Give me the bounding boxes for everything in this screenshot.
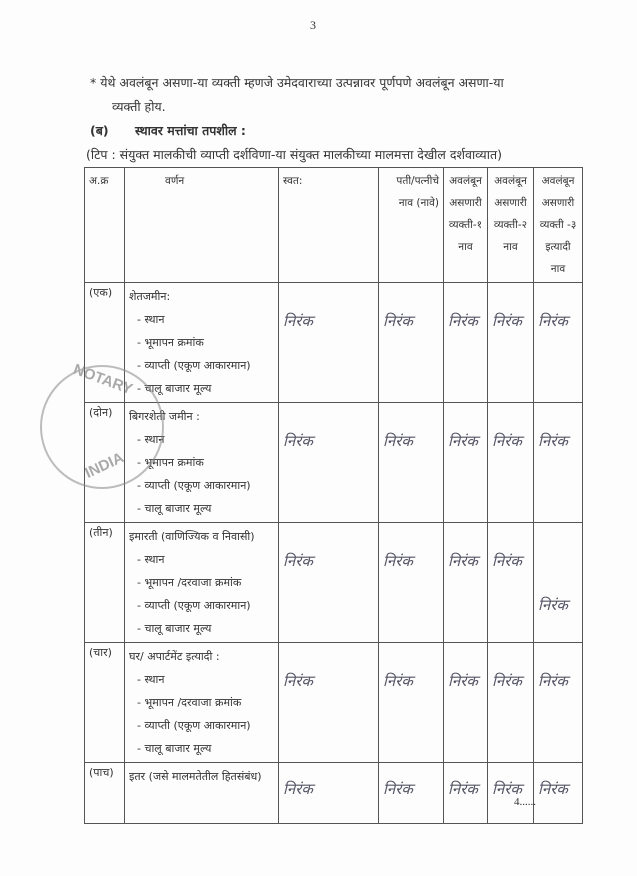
value-cell bbox=[279, 283, 379, 403]
value-cell bbox=[379, 763, 444, 824]
item-sub: - व्याप्ती (एकूण आकारमान) bbox=[137, 599, 251, 612]
handwritten-value: निरंक bbox=[538, 312, 568, 330]
handwritten-value: निरंक bbox=[538, 780, 568, 798]
header-cell: पती/पत्नीचे नाव (नावे) bbox=[379, 168, 444, 283]
value-cell bbox=[444, 403, 488, 523]
value-cell bbox=[279, 523, 379, 643]
handwritten-value: निरंक bbox=[448, 672, 478, 690]
item-sub: - चालू बाजार मूल्य bbox=[137, 742, 212, 755]
value-cell bbox=[279, 643, 379, 763]
value-cell bbox=[534, 763, 583, 824]
value-cell bbox=[488, 283, 534, 403]
value-cell bbox=[534, 643, 583, 763]
handwritten-value: निरंक bbox=[492, 780, 522, 798]
header-cell: अ.क्र bbox=[85, 168, 125, 283]
value-cell bbox=[488, 403, 534, 523]
row-number: (एक) bbox=[85, 283, 125, 403]
handwritten-value: निरंक bbox=[448, 312, 478, 330]
item-sub: - भूमापन /दरवाजा क्रमांक bbox=[137, 576, 242, 589]
row-number: (चार) bbox=[85, 643, 125, 763]
item-title: इतर (जसे मालमतेतील हितसंबंध) bbox=[129, 770, 262, 783]
row-number: (तीन) bbox=[85, 523, 125, 643]
header-cell: अवलंबून असणारी व्यक्ती-१ नाव bbox=[444, 168, 488, 283]
handwritten-value: निरंक bbox=[283, 312, 313, 330]
handwritten-value: निरंक bbox=[383, 672, 413, 690]
value-cell bbox=[444, 523, 488, 643]
value-cell bbox=[379, 283, 444, 403]
item-sub: - चालू बाजार मूल्य bbox=[137, 382, 212, 395]
handwritten-value: निरंक bbox=[283, 780, 313, 798]
value-cell bbox=[488, 523, 534, 643]
handwritten-value: निरंक bbox=[383, 312, 413, 330]
item-title: बिगरशेती जमीन : bbox=[129, 410, 200, 423]
header-cell: अवलंबून असणारी व्यक्ती -३ इत्यादी नाव bbox=[534, 168, 583, 283]
row-number: (दोन) bbox=[85, 403, 125, 523]
item-sub: - चालू बाजार मूल्य bbox=[137, 502, 212, 515]
table-row bbox=[85, 523, 583, 643]
handwritten-value: निरंक bbox=[538, 672, 568, 690]
item-sub: - स्थान bbox=[137, 673, 165, 686]
handwritten-value: निरंक bbox=[448, 432, 478, 450]
tip-note: (टिप : संयुक्त मालकीची व्याप्ती दर्शविणा-या संयुक्त मालकीच्या मालमत्ता देखील दर्शवाव्यात) bbox=[86, 147, 502, 162]
row-description bbox=[125, 643, 279, 763]
handwritten-value: निरंक bbox=[383, 432, 413, 450]
item-title: इमारती (वाणिज्यिक व निवासी) bbox=[129, 530, 255, 543]
handwritten-value: निरंक bbox=[383, 552, 413, 570]
value-cell bbox=[444, 283, 488, 403]
value-cell bbox=[444, 763, 488, 824]
header-cell: स्वत: bbox=[279, 168, 379, 283]
table-row bbox=[85, 763, 583, 824]
item-sub: - स्थान bbox=[137, 313, 165, 326]
value-cell bbox=[534, 403, 583, 523]
item-sub: - स्थान bbox=[137, 433, 165, 446]
notary-stamp: NOTARY INDIA bbox=[40, 365, 164, 489]
section-label: (ब) bbox=[90, 123, 109, 138]
value-cell bbox=[279, 403, 379, 523]
value-cell bbox=[379, 403, 444, 523]
value-cell bbox=[379, 523, 444, 643]
item-sub: - व्याप्ती (एकूण आकारमान) bbox=[137, 359, 251, 372]
handwritten-value: निरंक bbox=[492, 312, 522, 330]
value-cell bbox=[534, 283, 583, 403]
handwritten-value: निरंक bbox=[283, 432, 313, 450]
item-sub: - चालू बाजार मूल्य bbox=[137, 622, 212, 635]
handwritten-value: निरंक bbox=[492, 432, 522, 450]
row-description bbox=[125, 523, 279, 643]
item-sub: - भूमापन क्रमांक bbox=[137, 456, 204, 469]
row-description bbox=[125, 763, 279, 824]
value-cell bbox=[488, 763, 534, 824]
handwritten-value: निरंक bbox=[448, 780, 478, 798]
note-line-1: * येथे अवलंबून असणा-या व्यक्ती म्हणजे उमेदवाराच्या उत्पन्नावर पूर्णपणे अवलंबून असणा-या bbox=[90, 75, 504, 90]
item-sub: - व्याप्ती (एकूण आकारमान) bbox=[137, 719, 251, 732]
header-cell: वर्णन bbox=[125, 168, 279, 283]
table-row bbox=[85, 643, 583, 763]
header-cell: अवलंबून असणारी व्यक्ती-२ नाव bbox=[488, 168, 534, 283]
handwritten-value: निरंक bbox=[283, 672, 313, 690]
page-number: 3 bbox=[310, 18, 316, 32]
value-cell bbox=[379, 643, 444, 763]
table-row bbox=[85, 283, 583, 403]
continuation-marker: 4...... bbox=[514, 796, 536, 808]
handwritten-value: निरंक bbox=[538, 596, 568, 614]
row-number: (पाच) bbox=[85, 763, 125, 824]
section-title: स्थावर मत्तांचा तपशील : bbox=[135, 123, 246, 138]
header-row bbox=[85, 168, 583, 283]
note-line-2: व्यक्ती होय. bbox=[112, 99, 166, 114]
item-title: शेतजमीन: bbox=[129, 290, 171, 303]
handwritten-value: निरंक bbox=[492, 552, 522, 570]
immovable-assets-table bbox=[84, 167, 583, 824]
item-title: घर/ अपार्टमेंट इत्यादी : bbox=[129, 650, 220, 663]
value-cell bbox=[534, 523, 583, 643]
item-sub: - भूमापन /दरवाजा क्रमांक bbox=[137, 696, 242, 709]
value-cell bbox=[279, 763, 379, 824]
value-cell bbox=[444, 643, 488, 763]
handwritten-value: निरंक bbox=[492, 672, 522, 690]
item-sub: - भूमापन क्रमांक bbox=[137, 336, 204, 349]
handwritten-value: निरंक bbox=[283, 552, 313, 570]
value-cell bbox=[488, 643, 534, 763]
handwritten-value: निरंक bbox=[448, 552, 478, 570]
handwritten-value: निरंक bbox=[538, 432, 568, 450]
item-sub: - व्याप्ती (एकूण आकारमान) bbox=[137, 479, 251, 492]
item-sub: - स्थान bbox=[137, 553, 165, 566]
handwritten-value: निरंक bbox=[383, 780, 413, 798]
